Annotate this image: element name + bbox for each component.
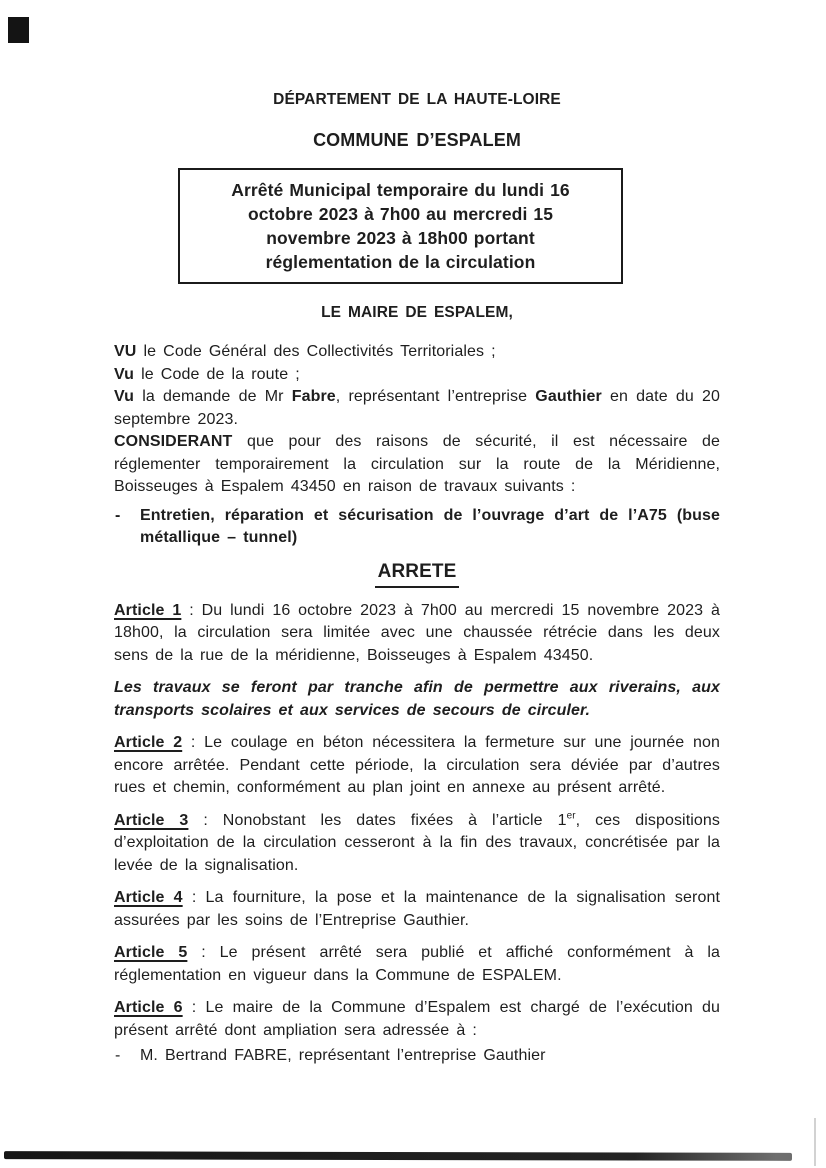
article-3-text: , ces dispositions d’exploitation de la circulation cesseront à la fin des travaux, concrétisée par la levée de la signalisation. (114, 811, 720, 874)
recital-vu-3-text: en date du 20 septembre 2023. (114, 388, 720, 428)
article-3-text: Nonobstant les dates fixées à l’article 1 (222, 811, 567, 829)
article-separator: : (187, 944, 220, 961)
recital-vu-3-text: la demande de Mr (134, 388, 292, 405)
department-header: DÉPARTEMENT DE LA HAUTE-LOIRE (273, 91, 561, 108)
recital-vu-2-text: le Code de la route ; (134, 365, 300, 383)
recital-considerant-label: CONSIDERANT (114, 433, 233, 450)
article-4-text: La fourniture, la pose et la maintenance de la signalisation seront assurées par les soins de l’Entreprise Gauthier. (114, 889, 720, 929)
article-6-text: Le maire de la Commune d’Espalem est chargé de l’exécution du présent arrêté dont ampliation sera adressée à : (114, 999, 720, 1039)
recital-considerant (114, 431, 720, 499)
recital-vu-3-name-fabre: Fabre (291, 388, 336, 405)
recital-vu-3-label: Vu (114, 388, 135, 405)
arrete-heading-wrap (114, 560, 720, 588)
article-1-text: Du lundi 16 octobre 2023 à 7h00 au mercredi 15 novembre 2023 à 18h00, la circulation sera limitée avec une chaussée rétrécie dans les deux sens de la rue de la méridienne, Boisseuges à Espalem 43450. (114, 601, 720, 664)
article-2 (114, 732, 720, 800)
commune-header: COMMUNE D’ESPALEM (313, 130, 521, 150)
article-2-text: Le coulage en béton nécessitera la fermeture sur une journée non encore arrêtée. Pendant cette période, la circulation sera déviée par d’autres rues et chemin, conformément au plan joint en annexe au présent arrêté. (114, 734, 720, 796)
emphasis-paragraph: Les travaux se feront par tranche afin de permettre aux riverains, aux transports scolaires et aux services de secours de circuler. (114, 679, 720, 719)
decree-title-line: octobre 2023 à 7h00 au mercredi 15 (247, 204, 554, 224)
article-separator: : (181, 601, 202, 619)
recitals-section (114, 341, 720, 499)
scan-corner-mark (8, 17, 29, 43)
article-6 (114, 997, 720, 1042)
article-3-label: Article 3 (114, 811, 189, 829)
document-content (114, 0, 720, 1068)
article-5-text: Le présent arrêté sera publié et affiché conformément à la réglementation en vigueur dans la Commune de ESPALEM. (114, 944, 720, 984)
recital-vu-2-label: Vu (114, 365, 135, 383)
decree-title-line: réglementation de la circulation (265, 252, 536, 272)
works-list-item (114, 505, 720, 550)
article-2-label: Article 2 (114, 734, 183, 751)
article-separator: : (182, 734, 205, 751)
article-5 (114, 942, 720, 987)
article-6-label: Article 6 (114, 999, 183, 1016)
list-dash: - (115, 1047, 121, 1064)
recital-vu-3-name-gauthier: Gauthier (535, 388, 602, 405)
recital-vu-2 (114, 364, 720, 387)
mayor-heading: LE MAIRE DE ESPALEM, (321, 304, 513, 321)
ampliation-list-item-text: M. Bertrand FABRE, représentant l’entreprise Gauthier (140, 1047, 546, 1064)
recital-vu-3-text: , représentant l’entreprise (335, 388, 536, 405)
recital-vu-1-text: le Code Général des Collectivités Territoriales ; (136, 343, 496, 360)
scan-edge-line (814, 1118, 816, 1166)
recital-considerant-text: que pour des raisons de sécurité, il est nécessaire de réglementer temporairement la circulation sur la route de la Méridienne, Boisseuges à Espalem 43450 en raison de travaux suivants : (114, 433, 720, 495)
recital-vu-1-label: VU (114, 343, 137, 360)
recital-vu-3 (114, 386, 720, 431)
article-3-ordinal-superscript: er (566, 810, 576, 822)
list-dash: - (115, 506, 121, 524)
article-5-label: Article 5 (114, 944, 188, 961)
arrete-heading: ARRETE (375, 560, 460, 588)
article-separator: : (182, 889, 206, 906)
works-list-item-text: Entretien, réparation et sécurisation de l’ouvrage d’art de l’A75 (buse métallique – tunnel) (140, 506, 720, 546)
decree-title-box (178, 168, 623, 284)
decree-title-line: Arrêté Municipal temporaire du lundi 16 (231, 180, 570, 200)
article-3 (114, 810, 720, 878)
article-4 (114, 887, 720, 932)
article-4-label: Article 4 (114, 889, 183, 906)
scan-bottom-bar (4, 1151, 792, 1161)
article-1-label: Article 1 (114, 601, 182, 619)
article-separator: : (188, 811, 223, 829)
article-separator: : (182, 999, 206, 1016)
article-1 (114, 600, 720, 668)
ampliation-list-item (114, 1045, 720, 1068)
recital-vu-1 (114, 341, 720, 364)
decree-title-line: novembre 2023 à 18h00 portant (266, 228, 535, 248)
